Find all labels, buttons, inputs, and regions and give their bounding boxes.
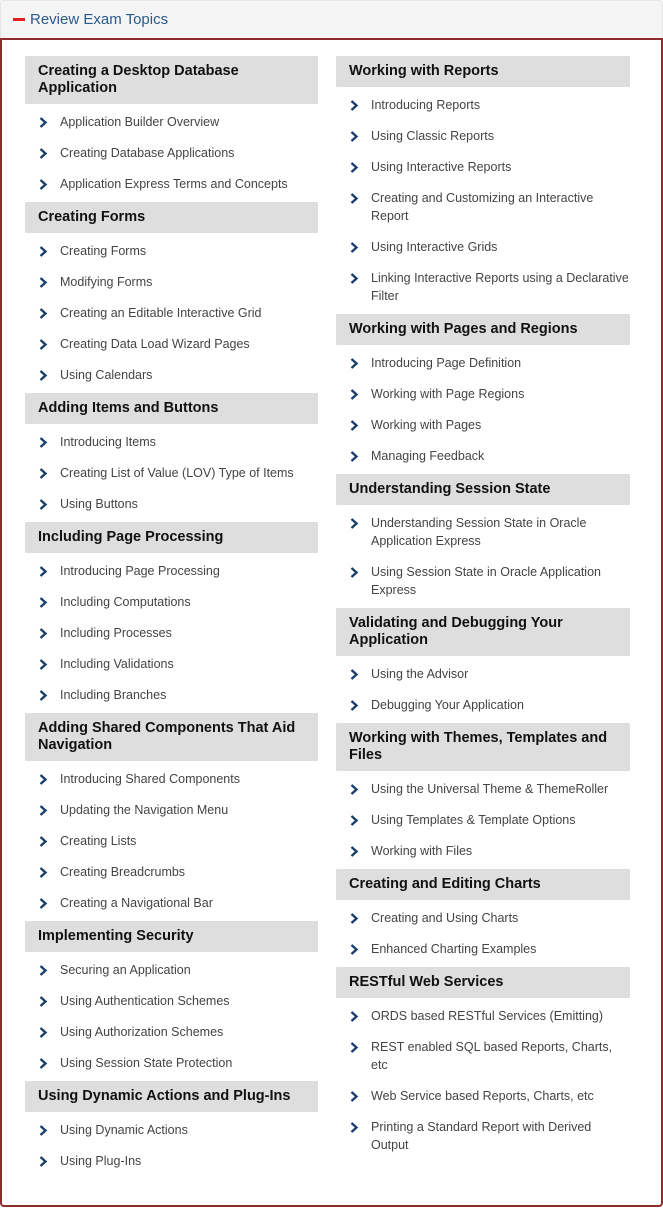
chevron-right-icon [39, 304, 51, 322]
topic-link[interactable]: Introducing Shared Components [60, 772, 240, 786]
topic-link[interactable]: Creating Lists [60, 834, 137, 848]
topic-link[interactable]: Creating List of Value (LOV) Type of Items [60, 466, 294, 480]
topic-link[interactable]: Using the Universal Theme & ThemeRoller [371, 782, 609, 796]
topic-link[interactable]: Including Validations [60, 657, 174, 671]
chevron-right-icon [350, 1087, 362, 1105]
section-header: Creating Forms [25, 202, 318, 233]
topic-list-item[interactable] [25, 618, 318, 649]
section-header: Implementing Security [25, 921, 318, 952]
topic-link[interactable]: Working with Files [371, 844, 473, 858]
topic-link[interactable]: Creating and Customizing an Interactive Report [371, 191, 594, 223]
topic-list-item[interactable] [25, 489, 318, 520]
section-header: Adding Items and Buttons [25, 393, 318, 424]
topic-link[interactable]: Creating an Editable Interactive Grid [60, 306, 262, 320]
topic-link[interactable]: Creating Breadcrumbs [60, 865, 186, 879]
topic-list-item[interactable] [25, 764, 318, 795]
topic-link[interactable]: Using Templates & Template Options [371, 813, 576, 827]
topic-list [336, 87, 630, 314]
topic-link[interactable]: Working with Pages [371, 418, 482, 432]
chevron-right-icon [39, 464, 51, 482]
topic-list-item[interactable] [336, 121, 630, 152]
topic-list [25, 424, 318, 522]
chevron-right-icon [350, 909, 362, 927]
topic-link[interactable]: Using Calendars [60, 368, 153, 382]
topic-section [25, 921, 318, 1081]
chevron-right-icon [350, 1118, 362, 1136]
chevron-right-icon [39, 686, 51, 704]
topic-link[interactable]: REST enabled SQL based Reports, Charts, etc [371, 1040, 613, 1072]
topic-list-item[interactable] [25, 986, 318, 1017]
topic-list [25, 553, 318, 713]
chevron-right-icon [350, 1038, 362, 1056]
topic-list-item[interactable] [336, 232, 630, 263]
section-header: Creating a Desktop Database Application [25, 56, 318, 104]
topic-section [336, 56, 630, 314]
topic-list-item[interactable] [25, 427, 318, 458]
topic-list-item[interactable] [25, 649, 318, 680]
topic-list-item[interactable] [336, 934, 630, 965]
topic-list-item[interactable] [25, 169, 318, 200]
topic-list [336, 771, 630, 869]
chevron-right-icon [39, 175, 51, 193]
topic-link[interactable]: Debugging Your Application [371, 698, 524, 712]
chevron-right-icon [350, 665, 362, 683]
topic-section [336, 723, 630, 869]
chevron-right-icon [39, 801, 51, 819]
section-header: Working with Themes, Templates and Files [336, 723, 630, 771]
chevron-right-icon [350, 354, 362, 372]
topic-list-item[interactable] [25, 1048, 318, 1079]
chevron-right-icon [39, 655, 51, 673]
topic-link[interactable]: Creating Forms [60, 244, 147, 258]
chevron-right-icon [39, 495, 51, 513]
topic-list-item[interactable] [336, 441, 630, 472]
chevron-right-icon [39, 144, 51, 162]
topic-link[interactable]: Application Builder Overview [60, 115, 220, 129]
topic-link[interactable]: Using Classic Reports [371, 129, 494, 143]
topic-list-item[interactable] [336, 774, 630, 805]
topic-list-item[interactable] [25, 587, 318, 618]
chevron-right-icon [350, 514, 362, 532]
topic-list-item[interactable] [336, 410, 630, 441]
section-header: Understanding Session State [336, 474, 630, 505]
topic-link[interactable]: Introducing Items [60, 435, 156, 449]
topic-list [336, 900, 630, 967]
topic-list-item[interactable] [25, 236, 318, 267]
chevron-right-icon [39, 335, 51, 353]
panel-title[interactable]: Review Exam Topics [30, 11, 169, 28]
chevron-right-icon [350, 238, 362, 256]
topic-link[interactable]: Using Session State Protection [60, 1056, 233, 1070]
section-header: Validating and Debugging Your Application [336, 608, 630, 656]
topic-list-item[interactable] [336, 90, 630, 121]
topic-link[interactable]: Creating a Navigational Bar [60, 896, 213, 910]
topic-list [25, 761, 318, 921]
topic-section [336, 474, 630, 608]
topic-link[interactable]: Modifying Forms [60, 275, 153, 289]
section-header: Creating and Editing Charts [336, 869, 630, 900]
chevron-right-icon [39, 832, 51, 850]
topic-list-item[interactable] [25, 360, 318, 391]
chevron-right-icon [39, 1152, 51, 1170]
chevron-right-icon [350, 416, 362, 434]
chevron-right-icon [350, 811, 362, 829]
topic-link[interactable]: Securing an Application [60, 963, 191, 977]
topic-list-item[interactable] [336, 1081, 630, 1112]
topic-list [336, 998, 630, 1163]
topic-link[interactable]: Web Service based Reports, Charts, etc [371, 1089, 594, 1103]
topic-link[interactable]: Printing a Standard Report with Derived Output [371, 1120, 592, 1152]
topic-link[interactable]: Using Authorization Schemes [60, 1025, 224, 1039]
topic-link[interactable]: Using Buttons [60, 497, 138, 511]
topic-link[interactable]: Introducing Page Processing [60, 564, 220, 578]
topic-list-item[interactable] [336, 379, 630, 410]
topic-section [336, 314, 630, 474]
chevron-right-icon [39, 433, 51, 451]
topic-list-item[interactable] [336, 348, 630, 379]
topic-list-item[interactable] [25, 888, 318, 919]
chevron-right-icon [39, 593, 51, 611]
topic-list [25, 233, 318, 393]
topic-list-item[interactable] [336, 659, 630, 690]
topic-list-item[interactable] [336, 508, 630, 557]
panel-body [0, 38, 663, 1207]
chevron-right-icon [39, 992, 51, 1010]
topic-list-item[interactable] [25, 826, 318, 857]
topic-link[interactable]: Application Express Terms and Concepts [60, 177, 288, 191]
topic-section [336, 608, 630, 723]
section-header: Working with Reports [336, 56, 630, 87]
topic-link[interactable]: Using Session State in Oracle Application Express [371, 565, 601, 597]
topic-link[interactable]: Creating and Using Charts [371, 911, 519, 925]
topic-list-item[interactable] [336, 263, 630, 312]
topic-list [336, 656, 630, 723]
topic-list-item[interactable] [336, 183, 630, 232]
topic-link[interactable]: Using Interactive Reports [371, 160, 512, 174]
topic-link[interactable]: Using the Advisor [371, 667, 469, 681]
chevron-right-icon [350, 563, 362, 581]
topic-link[interactable]: Linking Interactive Reports using a Declarative Filter [371, 271, 629, 303]
topic-link[interactable]: Working with Page Regions [371, 387, 525, 401]
topic-list-item[interactable] [336, 1112, 630, 1161]
chevron-right-icon [350, 447, 362, 465]
topic-link[interactable]: Including Branches [60, 688, 167, 702]
chevron-right-icon [350, 189, 362, 207]
chevron-right-icon [39, 366, 51, 384]
topic-section [25, 56, 318, 202]
topic-link[interactable]: Creating Data Load Wizard Pages [60, 337, 250, 351]
section-header: Using Dynamic Actions and Plug-Ins [25, 1081, 318, 1112]
topic-list-item[interactable] [25, 329, 318, 360]
chevron-right-icon [350, 696, 362, 714]
topic-section [25, 522, 318, 713]
topic-section [25, 1081, 318, 1179]
topic-list-item[interactable] [336, 903, 630, 934]
topic-list-item[interactable] [25, 458, 318, 489]
topic-list-item[interactable] [336, 690, 630, 721]
topic-list-item[interactable] [25, 680, 318, 711]
topic-list-item[interactable] [25, 955, 318, 986]
topic-list-item[interactable] [25, 1017, 318, 1048]
chevron-right-icon [39, 562, 51, 580]
section-header: Working with Pages and Regions [336, 314, 630, 345]
chevron-right-icon [39, 242, 51, 260]
topic-list [25, 1112, 318, 1179]
topic-section [25, 393, 318, 522]
topic-list-item[interactable] [336, 805, 630, 836]
topic-list-item[interactable] [25, 138, 318, 169]
topic-link[interactable]: Creating Database Applications [60, 146, 235, 160]
chevron-right-icon [350, 1007, 362, 1025]
chevron-right-icon [350, 842, 362, 860]
topic-list [25, 104, 318, 202]
chevron-right-icon [39, 961, 51, 979]
right-column [336, 56, 630, 1205]
topic-link[interactable]: Using Plug-Ins [60, 1154, 142, 1168]
topic-list-item[interactable] [336, 1032, 630, 1081]
topic-link[interactable]: Introducing Reports [371, 98, 481, 112]
topic-section [25, 202, 318, 393]
chevron-right-icon [39, 1121, 51, 1139]
topic-list [336, 345, 630, 474]
topic-link[interactable]: Using Authentication Schemes [60, 994, 230, 1008]
topic-list-item[interactable] [336, 836, 630, 867]
chevron-right-icon [350, 158, 362, 176]
chevron-right-icon [350, 780, 362, 798]
topic-link[interactable]: Including Processes [60, 626, 172, 640]
section-header: Including Page Processing [25, 522, 318, 553]
topic-section [25, 713, 318, 921]
topic-link[interactable]: Using Dynamic Actions [60, 1123, 188, 1137]
chevron-right-icon [350, 940, 362, 958]
chevron-right-icon [39, 1023, 51, 1041]
chevron-right-icon [39, 1054, 51, 1072]
chevron-right-icon [39, 624, 51, 642]
chevron-right-icon [350, 96, 362, 114]
minus-icon[interactable] [13, 18, 25, 21]
topic-list-item[interactable] [336, 1001, 630, 1032]
topic-list-item[interactable] [25, 1146, 318, 1177]
topic-link[interactable]: Introducing Page Definition [371, 356, 522, 370]
topic-list-item[interactable] [25, 1115, 318, 1146]
topic-link[interactable]: ORDS based RESTful Services (Emitting) [371, 1009, 604, 1023]
chevron-right-icon [350, 385, 362, 403]
topic-link[interactable]: Managing Feedback [371, 449, 485, 463]
left-column [25, 56, 318, 1205]
topic-link[interactable]: Updating the Navigation Menu [60, 803, 229, 817]
topic-list-item[interactable] [25, 107, 318, 138]
section-header: Adding Shared Components That Aid Navigation [25, 713, 318, 761]
section-header: RESTful Web Services [336, 967, 630, 998]
topic-list-item[interactable] [25, 795, 318, 826]
topic-link[interactable]: Enhanced Charting Examples [371, 942, 537, 956]
topic-list-item[interactable] [25, 556, 318, 587]
topic-link[interactable]: Understanding Session State in Oracle Application Express [371, 516, 587, 548]
topic-section [336, 967, 630, 1163]
topic-link[interactable]: Using Interactive Grids [371, 240, 498, 254]
chevron-right-icon [39, 113, 51, 131]
chevron-right-icon [350, 269, 362, 287]
panel-toggle-header[interactable] [0, 0, 663, 38]
topic-list-item[interactable] [336, 557, 630, 606]
chevron-right-icon [39, 273, 51, 291]
topic-list-item[interactable] [25, 298, 318, 329]
topic-section [336, 869, 630, 967]
chevron-right-icon [39, 770, 51, 788]
chevron-right-icon [39, 863, 51, 881]
topic-list [25, 952, 318, 1081]
topic-list [336, 505, 630, 608]
topic-list-item[interactable] [25, 857, 318, 888]
chevron-right-icon [39, 894, 51, 912]
topic-link[interactable]: Including Computations [60, 595, 191, 609]
topic-list-item[interactable] [336, 152, 630, 183]
chevron-right-icon [350, 127, 362, 145]
topic-list-item[interactable] [25, 267, 318, 298]
